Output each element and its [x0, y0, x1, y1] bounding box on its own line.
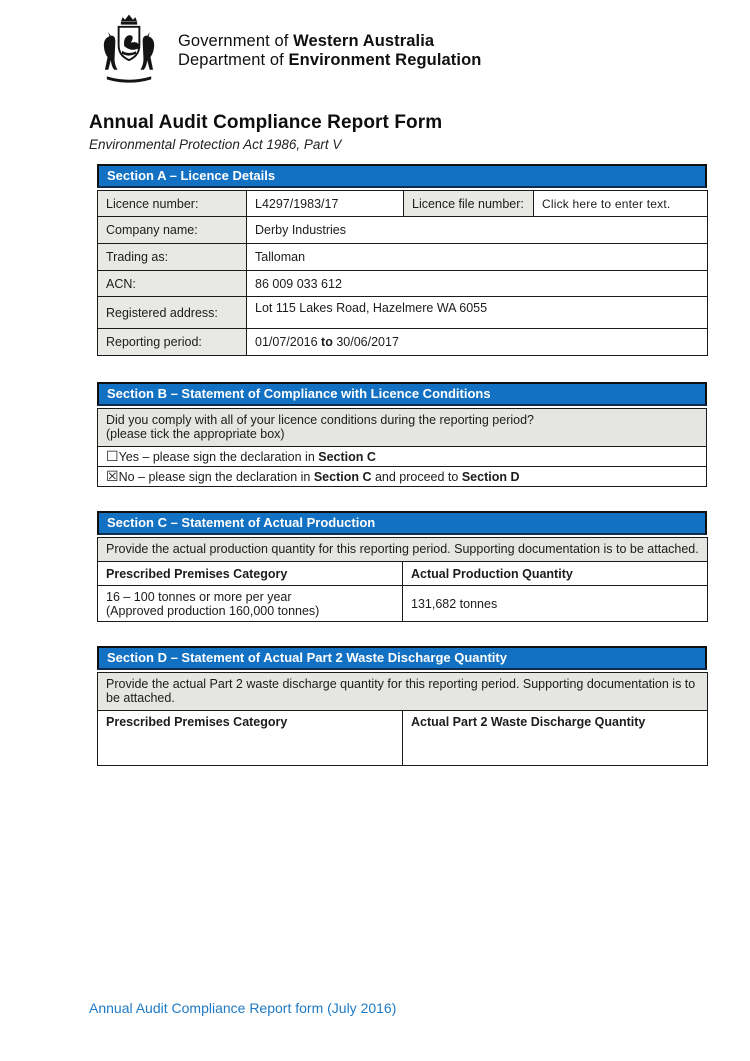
table-row	[98, 586, 708, 622]
table-row	[98, 409, 707, 447]
government-brand-header	[92, 12, 481, 86]
option-yes-bold: Section C	[318, 450, 376, 464]
option-no-middle: and proceed to	[371, 470, 462, 484]
compliance-option-no[interactable]	[98, 467, 707, 487]
table-row	[98, 447, 707, 467]
compliance-option-yes[interactable]	[98, 447, 707, 467]
category-line-2: (Approved production 160,000 tonnes)	[106, 604, 320, 618]
table-row	[98, 244, 708, 271]
column-header-production-quantity: Actual Production Quantity	[403, 562, 708, 586]
licence-file-number-field[interactable]: Click here to enter text.	[534, 191, 708, 217]
registered-address-label: Registered address:	[98, 297, 247, 329]
option-no-text: No – please sign the declaration in	[118, 470, 314, 484]
period-from: 01/07/2016	[255, 335, 318, 349]
trading-as-label: Trading as:	[98, 244, 247, 271]
production-quantity-value: 131,682 tonnes	[403, 586, 708, 622]
table-row	[98, 538, 708, 562]
table-row	[98, 673, 708, 711]
checkbox-checked-icon[interactable]: ☒	[106, 468, 119, 484]
table-row	[98, 271, 708, 297]
government-line: Government of Western Australia	[178, 32, 435, 50]
page-subtitle: Environmental Protection Act 1986, Part V	[89, 137, 342, 152]
question-line-2: (please tick the appropriate box)	[106, 427, 285, 441]
column-header-premises-category: Prescribed Premises Category	[98, 711, 403, 766]
section-c-header: Section C – Statement of Actual Production	[97, 511, 707, 535]
government-brand-text	[178, 12, 481, 70]
licence-number-label: Licence number:	[98, 191, 247, 217]
question-line-1: Did you comply with all of your licence conditions during the reporting period?	[106, 413, 535, 427]
company-name-label: Company name:	[98, 217, 247, 244]
table-row	[98, 329, 708, 356]
section-d	[97, 646, 707, 766]
department-line: Department of Environment Regulation	[178, 51, 482, 69]
section-a	[97, 164, 707, 356]
acn-label: ACN:	[98, 271, 247, 297]
section-a-table	[97, 190, 708, 356]
table-row	[98, 217, 708, 244]
table-row	[98, 297, 708, 329]
section-d-instruction: Provide the actual Part 2 waste discharge quantity for this reporting period. Supporting documentation is to be attached.	[98, 673, 708, 711]
company-name-value: Derby Industries	[247, 217, 708, 244]
section-d-header: Section D – Statement of Actual Part 2 Waste Discharge Quantity	[97, 646, 707, 670]
category-line-1: 16 – 100 tonnes or more per year	[106, 590, 292, 604]
period-until: 30/06/2017	[336, 335, 399, 349]
reporting-period-value	[247, 329, 708, 356]
table-row	[98, 191, 708, 217]
section-d-table	[97, 672, 708, 766]
table-row	[98, 467, 707, 487]
footer-document-version: Annual Audit Compliance Report form (July 2016)	[89, 1000, 397, 1016]
section-b	[97, 382, 707, 487]
table-row	[98, 711, 708, 766]
wa-coat-of-arms-logo	[92, 12, 166, 86]
registered-address-value: Lot 115 Lakes Road, Hazelmere WA 6055	[247, 297, 708, 329]
licence-file-number-label: Licence file number:	[404, 191, 534, 217]
option-yes-text: Yes – please sign the declaration in	[118, 450, 319, 464]
compliance-question	[98, 409, 707, 447]
section-a-header: Section A – Licence Details	[97, 164, 707, 188]
premises-category-value	[98, 586, 403, 622]
title-block	[89, 112, 442, 152]
acn-value: 86 009 033 612	[247, 271, 708, 297]
column-header-premises-category: Prescribed Premises Category	[98, 562, 403, 586]
checkbox-unchecked-icon[interactable]: ☐	[106, 448, 119, 464]
reporting-period-label: Reporting period:	[98, 329, 247, 356]
section-b-header: Section B – Statement of Compliance with Licence Conditions	[97, 382, 707, 406]
column-header-waste-discharge-quantity: Actual Part 2 Waste Discharge Quantity	[403, 711, 708, 766]
section-b-table	[97, 408, 707, 487]
page-title: Annual Audit Compliance Report Form	[89, 112, 443, 133]
option-no-bold-1: Section C	[313, 470, 372, 484]
table-row	[98, 562, 708, 586]
section-c	[97, 511, 707, 622]
section-c-table	[97, 537, 708, 622]
section-c-instruction: Provide the actual production quantity for this reporting period. Supporting documentation is to be attached.	[98, 538, 708, 562]
trading-as-value: Talloman	[247, 244, 708, 271]
licence-number-value: L4297/1983/17	[247, 191, 404, 217]
period-to-word: to	[321, 335, 333, 349]
option-no-bold-2: Section D	[461, 470, 520, 484]
